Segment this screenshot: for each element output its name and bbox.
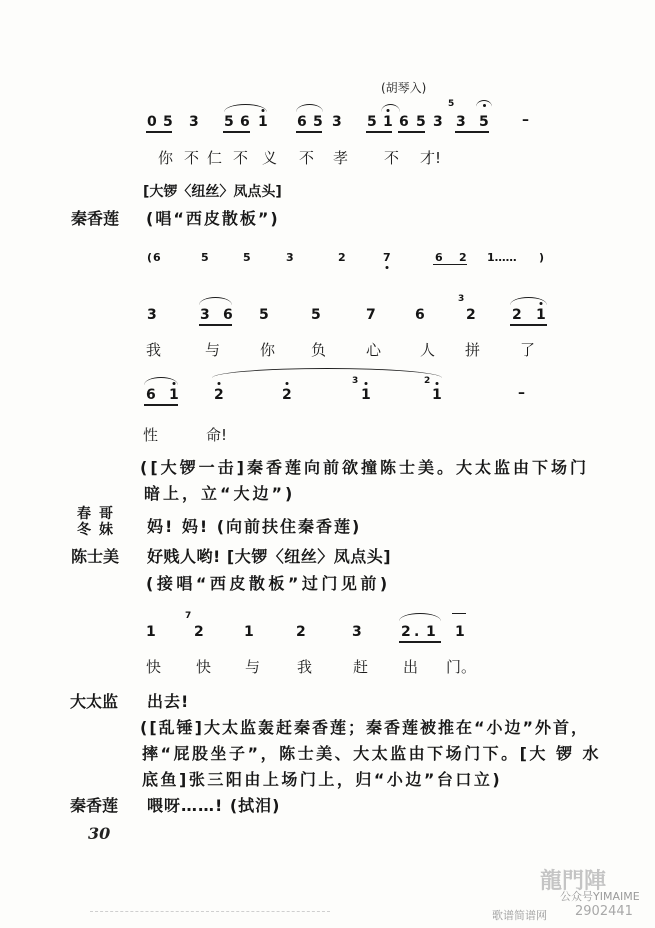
sung-direction [146, 571, 391, 594]
note: 3 [189, 114, 199, 130]
aria-type: 西皮散板 [185, 209, 258, 228]
note: 1 [455, 624, 465, 640]
lyric-syllable: 赶 [353, 658, 369, 676]
lyric-syllable: 了 [520, 341, 536, 359]
lyric-syllable: 人 [420, 341, 436, 359]
note: 6 [146, 387, 156, 403]
note: 2 [296, 624, 306, 640]
watermark-logo: 龍門陣 [540, 868, 607, 894]
spoken-line: 喂呀……! (拭泪) [147, 796, 281, 815]
direction-text: (唱“ [146, 209, 186, 228]
note: 3 [286, 251, 294, 264]
direction-text: ]张三阳由上场门上，归“小边”台口立) [179, 770, 503, 789]
note: 7 [366, 307, 376, 323]
scan-artifact-line [90, 911, 330, 912]
lyric-syllable: 孝 [333, 149, 349, 167]
note: 2 [338, 251, 346, 264]
note: 3 [456, 114, 466, 130]
direction-text: 摔“ [142, 744, 174, 763]
beam-line [223, 131, 250, 133]
direction-text: ]秦香莲向前欲撞陈士美。大太监由下场门 [236, 458, 589, 477]
note: 2 [459, 251, 467, 264]
lyric-syllable: 出 [403, 658, 419, 676]
direction-text: ”过门见前) [287, 574, 391, 593]
beam-line [199, 324, 232, 326]
note: 6 [435, 251, 443, 264]
slur [199, 297, 232, 305]
grace-note: 2 [424, 376, 431, 386]
sustain-dash: – [522, 112, 529, 128]
spoken-text: 好贱人哟! [ [147, 547, 235, 566]
grace-note: 7 [185, 611, 192, 621]
lyric-syllable: 我 [297, 658, 313, 676]
note: 2 [512, 307, 522, 323]
beam-line [433, 264, 467, 265]
spoken-text: ] [383, 547, 392, 566]
direction-line [142, 767, 502, 790]
percussion-cue: [大锣〈纽丝〉凤点头] [143, 184, 282, 200]
note: 1…… [487, 251, 517, 264]
slur [296, 104, 323, 112]
note: 0 [147, 114, 157, 130]
note: 5 [224, 114, 234, 130]
lyric-syllable: 仁 [207, 149, 223, 167]
lyric-syllable: 快 [196, 658, 212, 676]
note: 1 [426, 624, 436, 640]
percussion-term: 乱锤 [158, 718, 195, 737]
slur [510, 297, 547, 305]
note: 6 [415, 307, 425, 323]
lyric-syllable: 心 [366, 341, 382, 359]
watermark-code: 2902441 [575, 904, 633, 919]
percussion-term: 大锣〈纽丝〉凤点头 [234, 547, 384, 566]
lyric-syllable: 我 [146, 341, 162, 359]
direction-text: ”，陈士美、大太监由下场门下。[ [247, 744, 530, 763]
note-high-octave: 1 [169, 387, 179, 403]
fermata-dot [483, 104, 486, 107]
lyric-syllable: 命! [206, 426, 228, 444]
beam-line [366, 131, 392, 133]
beam-line [398, 131, 425, 133]
note: 3 [147, 307, 157, 323]
beam-line [296, 131, 322, 133]
cue-erhu-entry: (胡琴入) [381, 81, 427, 95]
beam-line [399, 641, 441, 643]
aria-type: 西皮散板 [209, 574, 288, 593]
note-high-octave: 1 [361, 387, 371, 403]
page-number: 30 [88, 824, 111, 843]
speaker-char: 哥 [99, 506, 113, 522]
note: 5 [479, 114, 489, 130]
note: 5 [201, 251, 209, 264]
sung-direction [146, 206, 280, 229]
movement-term: 屁股坐子 [173, 744, 248, 763]
beam-line [455, 131, 489, 133]
spoken-line [147, 544, 391, 567]
lyric-syllable: 义 [262, 149, 278, 167]
lyric-syllable: 门。 [446, 658, 477, 676]
speaker-char: 冬 [77, 522, 91, 538]
note-high-octave: 2 [214, 387, 224, 403]
watermark-site: 歌谱简谱网 [492, 909, 547, 922]
note-high-octave: 1 [383, 114, 393, 130]
direction-line [140, 715, 589, 738]
speaker-name: 大太监 [70, 692, 119, 711]
note: 1 [146, 624, 156, 640]
tenuto-line [452, 613, 466, 614]
direction-line [140, 455, 589, 478]
paren-close: ) [539, 251, 545, 264]
note: 6 [223, 307, 233, 323]
augmentation-dot: . [414, 624, 420, 640]
beam-line [144, 404, 178, 406]
note: 5 [163, 114, 173, 130]
lyric-syllable: 你 [158, 149, 174, 167]
direction-line: 暗上，立“大边”) [144, 484, 296, 503]
note: 5 [259, 307, 269, 323]
note: 5 [367, 114, 377, 130]
note: 2 [466, 307, 476, 323]
speaker-name: 秦香莲 [71, 209, 120, 228]
note-low-octave: 7 [383, 251, 391, 264]
note: 5 [313, 114, 323, 130]
slur [399, 613, 441, 621]
beam-line [510, 324, 547, 326]
spoken-line: 妈! 妈! (向前扶住秦香莲) [147, 517, 362, 536]
lyric-syllable: 与 [205, 341, 221, 359]
long-slur [212, 368, 442, 378]
lyric-syllable: 不 [184, 149, 200, 167]
note: 2 [401, 624, 411, 640]
note-high-octave: 1 [432, 387, 442, 403]
note: 6 [399, 114, 409, 130]
percussion-term: 大 锣 水 [529, 744, 602, 763]
note: 3 [352, 624, 362, 640]
note: 6 [297, 114, 307, 130]
beam-line [146, 131, 172, 133]
note: 1 [244, 624, 254, 640]
lyric-syllable: 才! [420, 149, 442, 167]
note: 5 [416, 114, 426, 130]
sustain-dash: – [518, 385, 525, 401]
lyric-syllable: 拼 [465, 341, 481, 359]
grace-note: 3 [352, 376, 359, 386]
paren-open: ( [147, 251, 153, 264]
speaker-char: 春 [77, 506, 91, 522]
speaker-char: 妹 [99, 522, 113, 538]
note-high-octave: 1 [536, 307, 546, 323]
lyric-syllable: 快 [146, 658, 162, 676]
note: 3 [332, 114, 342, 130]
lyric-syllable: 不 [233, 149, 249, 167]
percussion-term: 底鱼 [142, 770, 180, 789]
note: 6 [153, 251, 161, 264]
direction-text: ([ [140, 718, 159, 737]
slur [224, 104, 267, 112]
direction-line [142, 741, 601, 764]
note: 5 [243, 251, 251, 264]
lyric-syllable: 不 [299, 149, 315, 167]
direction-text: ([ [140, 458, 161, 477]
lyric-syllable: 性 [143, 426, 159, 444]
lyric-syllable: 与 [245, 658, 261, 676]
direction-text: (接唱“ [146, 574, 210, 593]
grace-note: 3 [458, 294, 465, 304]
lyric-syllable: 不 [384, 149, 400, 167]
grace-note: 5 [448, 99, 455, 109]
watermark-account: 公众号YIMAIME [560, 890, 640, 903]
direction-text: ]大太监轰赶秦香莲；秦香莲被推在“小边”外首， [194, 718, 589, 737]
slur [381, 104, 400, 112]
note: 5 [311, 307, 321, 323]
slur [144, 377, 178, 385]
note: 3 [200, 307, 210, 323]
percussion-term: 大锣一击 [160, 458, 237, 477]
note-high-octave: 1 [258, 114, 268, 130]
note: 3 [433, 114, 443, 130]
speaker-name: 秦香莲 [70, 796, 119, 815]
lyric-syllable: 负 [311, 341, 327, 359]
lyric-syllable: 你 [260, 341, 276, 359]
note: 6 [240, 114, 250, 130]
speaker-name: 陈士美 [71, 547, 120, 566]
note-high-octave: 2 [282, 387, 292, 403]
spoken-line: 出去! [147, 692, 190, 711]
note: 2 [194, 624, 204, 640]
direction-text: ”) [257, 209, 280, 228]
